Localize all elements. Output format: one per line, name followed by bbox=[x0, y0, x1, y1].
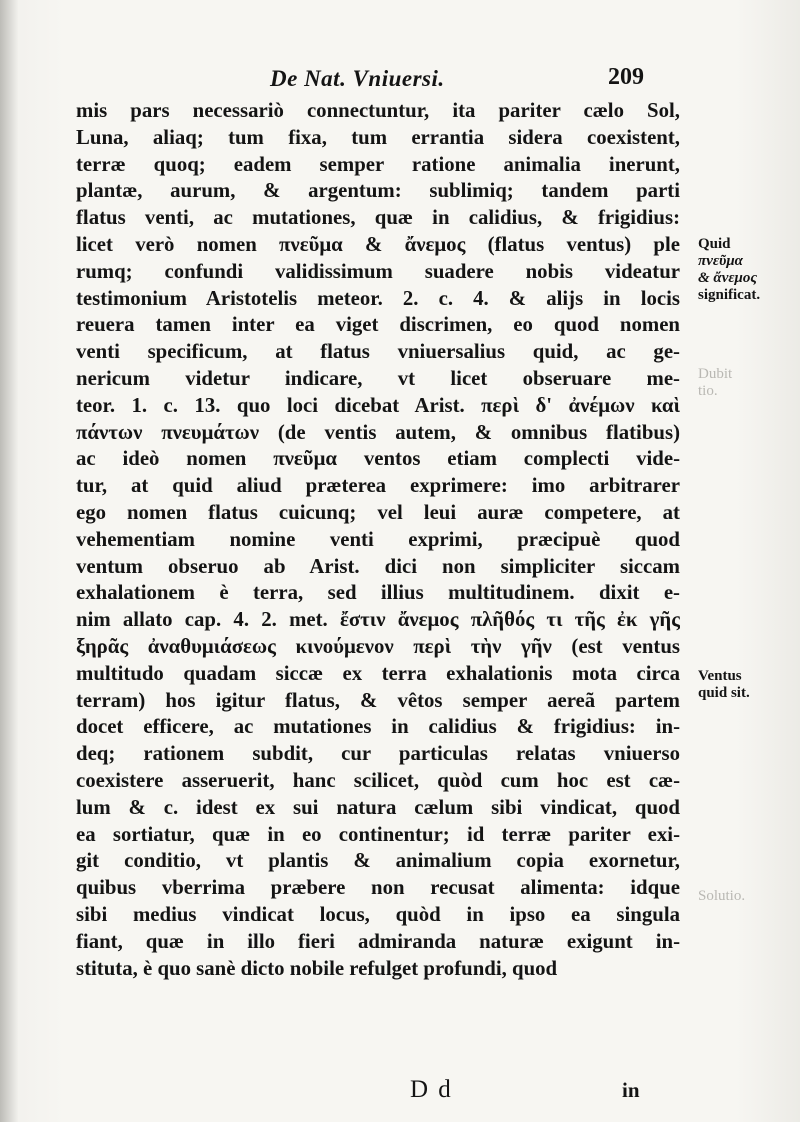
text-line: ξηρᾶς ἀναθυμιάσεως κινούμενον περὶ τὴν γῆν (est ventus bbox=[76, 634, 680, 658]
margin-note-line: Solutio. bbox=[698, 888, 746, 904]
running-head: De Nat. Vniuersi. bbox=[270, 66, 445, 91]
margin-note-line: tio. bbox=[698, 383, 718, 399]
margin-note-line: Dubit bbox=[698, 366, 733, 382]
text-line: quibus vberrima præbere non recusat alimenta: idque bbox=[76, 876, 680, 900]
text-line: nericum videtur indicare, vt licet obseruare me- bbox=[76, 366, 680, 390]
margin-note-quid bbox=[698, 236, 778, 304]
text-line: flatus venti, ac mutationes, quæ in calidius, & frigidius: bbox=[76, 206, 680, 230]
text-line: plantæ, aurum, & argentum: sublimiq; tandem parti bbox=[76, 179, 680, 203]
main-text-block bbox=[76, 98, 680, 982]
text-line: ac ideò nomen πνεῦμα ventos etiam complecti vide- bbox=[76, 447, 680, 471]
text-line: terræ quoq; eadem semper ratione animalia inerunt, bbox=[76, 152, 680, 176]
text-line: fiant, quæ in illo fieri admiranda naturæ exigunt in- bbox=[76, 929, 680, 953]
signature-mark: D d bbox=[410, 1076, 453, 1103]
margin-note-solutio bbox=[698, 888, 778, 905]
text-line: tur, at quid aliud præterea exprimere: imo arbitrarer bbox=[76, 474, 680, 498]
margin-note-line: significat. bbox=[698, 287, 761, 303]
text-line: terram) hos igitur flatus, & vêtos semper aereã partem bbox=[76, 688, 680, 712]
text-line: ea sortiatur, quæ in eo continentur; id terræ pariter exi- bbox=[76, 822, 680, 846]
text-line: ventum obseruo ab Arist. dici non simpliciter siccam bbox=[76, 554, 680, 578]
text-line: vehementiam nomine venti exprimi, præcipuè quod bbox=[76, 527, 680, 551]
margin-note-ventus bbox=[698, 668, 778, 702]
margin-note-line: quid sit. bbox=[698, 685, 750, 701]
text-line: reuera tamen inter ea viget discrimen, eo quod nomen bbox=[76, 313, 680, 337]
page-number: 209 bbox=[608, 64, 644, 90]
text-line: lum & c. idest ex sui natura cælum sibi vindicat, quod bbox=[76, 795, 680, 819]
text-line: docet efficere, ac mutationes in calidius & frigidius: in- bbox=[76, 715, 680, 739]
margin-note-dubitatio bbox=[698, 366, 778, 400]
margin-note-line: πνεῦμα bbox=[698, 253, 743, 269]
text-line: exhalationem è terra, sed illius multitudinem. dixit e- bbox=[76, 581, 680, 605]
text-line: coexistere asseruerit, hanc scilicet, quòd cum hoc est cæ- bbox=[76, 768, 680, 792]
text-line: nim allato cap. 4. 2. met. ἔστιν ἄνεμος πλῆθός τι τῆς ἐκ γῆς bbox=[76, 608, 680, 632]
text-line: teor. 1. c. 13. quo loci dicebat Arist. περὶ δ' ἀνέμων καὶ bbox=[76, 393, 680, 417]
text-line: Luna, aliaq; tum fixa, tum errantia sidera coexistent, bbox=[76, 125, 680, 149]
margin-note-line: & ἄνεμος bbox=[698, 270, 758, 286]
text-line: deq; rationem subdit, cur particulas relatas vniuerso bbox=[76, 742, 680, 766]
gutter-shadow bbox=[0, 0, 18, 1122]
text-line: licet verò nomen πνεῦμα & ἄνεμος (flatus ventus) ple bbox=[76, 232, 680, 256]
text-line: stituta, è quo sanè dicto nobile refulget profundi, quod bbox=[76, 956, 558, 980]
text-line: testimonium Aristotelis meteor. 2. c. 4. & alijs in locis bbox=[76, 286, 680, 310]
text-line: git conditio, vt plantis & animalium copia exornetur, bbox=[76, 849, 680, 873]
text-line: sibi medius vindicat locus, quòd in ipso ea singula bbox=[76, 902, 680, 926]
text-line: venti specificum, at flatus vniuersalius quid, ac ge- bbox=[76, 340, 680, 364]
text-line: multitudo quadam siccæ ex terra exhalationis mota circa bbox=[76, 661, 680, 685]
margin-note-line: Ventus bbox=[698, 668, 742, 684]
catchword: in bbox=[622, 1078, 640, 1102]
text-line: πάντων πνευμάτων (de ventis autem, & omnibus flatibus) bbox=[76, 420, 680, 444]
text-line: ego nomen flatus cuicunq; vel leui auræ competere, at bbox=[76, 500, 680, 524]
margin-note-line: Quid bbox=[698, 236, 731, 252]
text-line: mis pars necessariò connectuntur, ita pariter cælo Sol, bbox=[76, 99, 680, 122]
text-line: rumq; confundi validissimum suadere nobis videatur bbox=[76, 259, 680, 283]
